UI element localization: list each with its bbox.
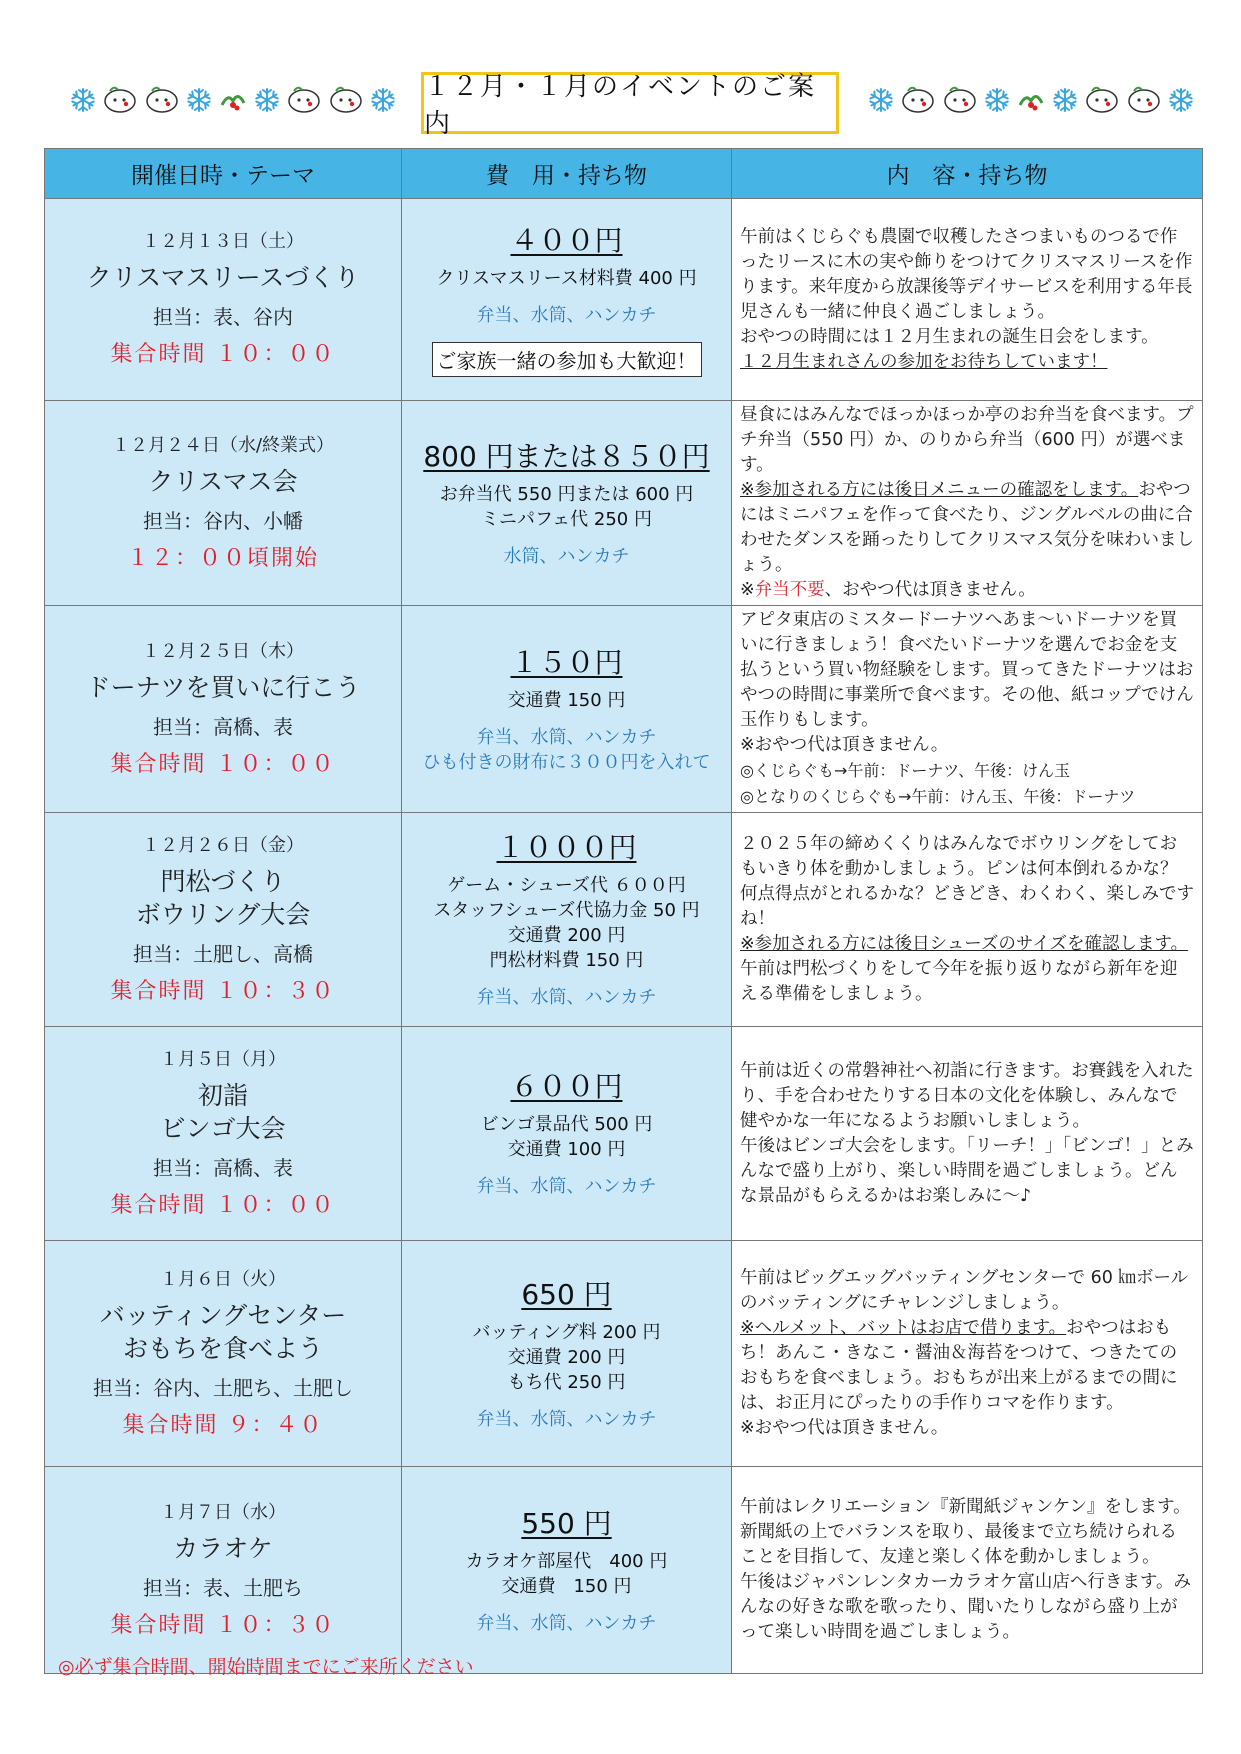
event-content-text: １２月生まれさんの参加をお待ちしています！: [740, 351, 1108, 372]
event-theme-line: 門松づくり: [160, 866, 286, 896]
event-cost-item: ビンゴ景品代 500 円: [480, 1114, 653, 1135]
event-meet-time: 集合時間 １０：００: [110, 1192, 336, 1218]
header-cost-items: 費 用・持ち物: [402, 149, 732, 199]
event-content-text: ◎くじらぐも→午前：ドーナツ、午後：けん玉: [740, 761, 1071, 780]
event-content-text: おやつにはミニパフェを作って食べたり、ジングルベルの曲に合わせたダンスを踊ったりしてクリスマス気分を味わいましょう。: [740, 480, 1194, 575]
event-cost-item: もち代 250 円: [507, 1371, 626, 1393]
event-row: [45, 1241, 1203, 1467]
event-content-cell: [732, 401, 1203, 606]
event-content-text: ※弁当不要、おやつ代は頂きません。: [740, 580, 1036, 600]
event-content-text: 午前は近くの常磐神社へ初詣に行きます。お賽銭を入れたり、手を合わせたりする日本の文化を体験し、みんなで健やかな一年になるようお願いしましょう。: [740, 1060, 1194, 1131]
event-date: １２月２５日（木）: [142, 640, 304, 662]
page-title-text: １２月・１月のイベントのご案内: [424, 72, 817, 139]
holly-icon: [218, 85, 248, 115]
event-date-theme-cell: [45, 1467, 402, 1674]
snowflake-icon: [186, 87, 212, 113]
event-theme-line: クリスマスリースづくり: [86, 263, 360, 292]
snowflake-icon: [984, 87, 1010, 113]
event-date: １月７日（水）: [160, 1501, 286, 1523]
event-content-text: 午前はビッグエッグバッティングセンターで 60 ㎞ボールのバッティングにチャレンジしましょう。: [740, 1268, 1189, 1313]
event-staff: 担当：高橋、表: [153, 714, 293, 739]
snowman-icon: [900, 85, 936, 115]
event-meet-time: 集合時間 １０：３０: [110, 978, 336, 1004]
snowflake-icon: [254, 87, 280, 113]
header-decoration-right: [868, 78, 1194, 122]
event-cost-item: カラオケ部屋代 400 円: [465, 1550, 668, 1572]
event-row: [45, 606, 1203, 813]
event-bring-line: ひも付きの財布に３００円を入れて: [422, 751, 711, 773]
event-theme: [45, 865, 401, 931]
event-content-text: アピタ東店のミスタードーナツへあま～いドーナツを買いに行きましょう！食べたいドーナツを選んでお金を支払うという買い物経験をします。買ってきたドーナツはおやつの時間に事業所で食べます。その他、紙コップでけん玉作りもします。: [740, 610, 1194, 730]
header-date-theme: 開催日時・テーマ: [45, 149, 402, 199]
event-bring-items: [402, 1611, 731, 1636]
event-content-text: ※参加される方には後日シューズのサイズを確認します。: [740, 934, 1189, 954]
event-theme: [45, 671, 401, 704]
event-cost-cell: [402, 1027, 732, 1241]
footer-note: ◎必ず集合時間、開始時間までにご来所ください: [58, 1656, 474, 1678]
event-content-cell: [732, 1467, 1203, 1674]
event-theme-line: ボウリング大会: [135, 899, 311, 929]
event-cost-cell: [402, 401, 732, 606]
event-content-text: おやつはおもち！あんこ・きなこ・醤油＆海苔をつけて、つきたてのおもちを食べましょう。おもちが出来上がるまでの間には、お正月にぴったりの手作りコマを作ります。: [740, 1318, 1178, 1413]
event-date-theme-cell: [45, 606, 402, 813]
event-bring-items: [402, 725, 731, 775]
snowman-icon: [144, 85, 180, 115]
event-price: １０００円: [496, 831, 637, 864]
event-content-text: ※参加される方には後日メニューの確認をします。: [740, 480, 1139, 500]
event-date-theme-cell: [45, 1027, 402, 1241]
events-table: [44, 148, 1203, 1674]
event-cost-item: ミニパフェ代 250 円: [481, 508, 652, 530]
event-content-cell: [732, 606, 1203, 813]
event-content-cell: [732, 1027, 1203, 1241]
header-content: 内 容・持ち物: [732, 149, 1203, 199]
event-cost-cell: [402, 199, 732, 401]
event-theme-line: クリスマス会: [148, 466, 298, 496]
event-date: １２月１３日（土）: [142, 231, 304, 252]
event-note-box: ご家族一緒の参加も大歓迎！: [432, 342, 702, 377]
event-meet-time: １２：００頃開始: [126, 545, 319, 571]
event-cost-cell: [402, 606, 732, 813]
event-content-cell: [732, 1241, 1203, 1467]
event-staff: 担当：谷内、土肥ち、土肥し: [93, 1375, 353, 1400]
event-theme-line: カラオケ: [173, 1533, 273, 1563]
event-row: [45, 199, 1203, 401]
event-content-text: 午後はビンゴ大会をします。「リーチ！」「ビンゴ！」とみんなで盛り上がり、楽しい時間を過ごしましょう。どんな景品がもらえるかはお楽しみに～♪: [740, 1135, 1194, 1206]
event-theme-line: おもちを食べよう: [122, 1333, 323, 1363]
snowman-icon: [1126, 85, 1162, 115]
snowman-icon: [942, 85, 978, 115]
event-cost-item: 交通費 200 円: [507, 925, 626, 946]
event-cost-item: 交通費 150 円: [501, 1575, 632, 1597]
event-staff: 担当：土肥し、高橋: [133, 941, 313, 966]
snowflake-icon: [1168, 87, 1194, 113]
event-cost-item: クリスマスリース材料費 400 円: [436, 268, 697, 289]
event-content-text: 午後はジャパンレンタカーカラオケ富山店へ行きます。みんなの好きな歌を歌ったり、聞いたりしながら盛り上がって楽しい時間を過ごしましょう。: [740, 1572, 1191, 1642]
snowman-icon: [328, 85, 364, 115]
event-row: [45, 1027, 1203, 1241]
page-title: [421, 72, 839, 139]
event-cost-item: バッティング料 200 円: [472, 1321, 661, 1343]
event-meet-time: 集合時間 １０：００: [110, 342, 336, 367]
event-content-text: 午前は門松づくりをして今年を振り返りながら新年を迎える準備をしましょう。: [740, 959, 1178, 1004]
event-content-cell: [732, 199, 1203, 401]
event-bring-line: 水筒、ハンカチ: [503, 545, 630, 567]
event-cost-item: 交通費 150 円: [507, 689, 626, 711]
event-content-text: ※おやつ代は頂きません。: [740, 735, 949, 755]
event-content-text: 午前はくじらぐも農園で収穫したさつまいものつるで作ったリースに木の実や飾りをつけてクリスマスリースを作ります。来年度から放課後等デイサービスを利用する年長児さんも一緒に仲良く過ごしましょう。: [740, 226, 1193, 322]
event-theme-line: ドーナツを買いに行こう: [85, 672, 361, 702]
snowman-icon: [286, 85, 322, 115]
event-bring-items: [402, 985, 731, 1010]
event-cost-item: 交通費 100 円: [507, 1139, 626, 1160]
event-content-text: ※ヘルメット、バットはお店で借ります。: [740, 1318, 1067, 1338]
snowflake-icon: [1052, 87, 1078, 113]
event-bring-items: [402, 1407, 731, 1432]
event-theme: [45, 1299, 401, 1365]
event-row: [45, 1467, 1203, 1674]
header-decoration-left: [70, 78, 396, 122]
event-date-theme-cell: [45, 1241, 402, 1467]
event-theme: [45, 1532, 401, 1565]
snowflake-icon: [370, 87, 396, 113]
event-theme-line: バッティングセンター: [99, 1300, 347, 1330]
event-content-text: 午前はレクリエーション『新聞紙ジャンケン』をします。新聞紙の上でバランスを取り、最後まで立ち続けられることを目指して、友達と楽しく体を動かしましょう。: [740, 1497, 1191, 1567]
holly-icon: [1016, 85, 1046, 115]
event-bring-line: 弁当、水筒、ハンカチ: [476, 1408, 657, 1430]
event-bring-line: 弁当、水筒、ハンカチ: [476, 726, 657, 748]
event-bring-items: [402, 1174, 731, 1199]
event-price: ６００円: [510, 1070, 623, 1103]
event-price: 650 円: [521, 1277, 612, 1311]
event-price: ４００円: [510, 224, 623, 257]
event-meet-time: 集合時間 １０：３０: [110, 1612, 336, 1638]
event-date-theme-cell: [45, 199, 402, 401]
event-cost-item: ゲーム・シューズ代 ６００円: [447, 875, 686, 896]
event-row: [45, 401, 1203, 606]
event-cost-item: お弁当代 550 円または 600 円: [439, 483, 694, 505]
event-price: １５０円: [510, 645, 623, 679]
event-content-text: ※おやつ代は頂きません。: [740, 1418, 949, 1438]
event-theme: [45, 1079, 401, 1145]
event-bring-items: [402, 544, 731, 569]
event-theme: [45, 465, 401, 498]
event-content-text: ２０２５年の締めくくりはみんなでボウリングをしておもいきり体を動かしましょう。ピンは何本倒れるかな？何点得点がとれるかな？どきどき、わくわく、楽しみですね！: [740, 834, 1194, 929]
table-header-row: [45, 149, 1203, 199]
event-date: １２月２４日（水/終業式）: [111, 434, 335, 456]
event-staff: 担当：表、谷内: [153, 305, 293, 329]
event-cost-cell: [402, 1467, 732, 1674]
event-bring-line: 弁当、水筒、ハンカチ: [476, 1176, 657, 1197]
snowman-icon: [102, 85, 138, 115]
event-staff: 担当：表、土肥ち: [143, 1575, 303, 1600]
event-bring-items: [402, 303, 731, 328]
event-meet-time: 集合時間 １０：００: [110, 751, 336, 777]
snowflake-icon: [70, 87, 96, 113]
event-price: 550 円: [521, 1506, 612, 1540]
event-cost-cell: [402, 1241, 732, 1467]
event-date-theme-cell: [45, 401, 402, 606]
event-content-cell: [732, 813, 1203, 1027]
event-date: １月６日（火）: [160, 1268, 286, 1290]
event-bring-line: 弁当、水筒、ハンカチ: [476, 1612, 657, 1634]
event-staff: 担当：高橋、表: [153, 1155, 293, 1180]
snowman-icon: [1084, 85, 1120, 115]
event-theme-line: 初詣: [197, 1080, 248, 1110]
event-date: １月５日（月）: [160, 1048, 286, 1070]
event-cost-cell: [402, 813, 732, 1027]
event-meet-time: 集合時間 ９：４０: [122, 1412, 324, 1438]
event-cost-item: 交通費 200 円: [507, 1346, 626, 1368]
event-cost-item: 門松材料費 150 円: [489, 950, 644, 971]
event-content-text: 昼食にはみんなでほっかほっか亭のお弁当を食べます。プチ弁当（550 円）か、のりから弁当（600 円）が選べます。: [740, 405, 1194, 475]
event-theme: [45, 261, 401, 294]
event-date-theme-cell: [45, 813, 402, 1027]
snowflake-icon: [868, 87, 894, 113]
event-content-text: ◎となりのくじらぐも→午前：けん玉、午後：ドーナツ: [740, 787, 1136, 806]
event-staff: 担当：谷内、小幡: [143, 508, 303, 533]
event-bring-line: 弁当、水筒、ハンカチ: [476, 305, 657, 326]
event-theme-line: ビンゴ大会: [160, 1113, 286, 1143]
event-price: 800 円または８５０円: [423, 439, 710, 473]
event-date: １２月２６日（金）: [142, 834, 304, 856]
event-bring-line: 弁当、水筒、ハンカチ: [476, 987, 657, 1008]
event-content-text: おやつの時間には１２月生まれの誕生日会をします。: [740, 326, 1159, 347]
event-row: [45, 813, 1203, 1027]
event-cost-item: スタッフシューズ代協力金 50 円: [433, 900, 700, 921]
